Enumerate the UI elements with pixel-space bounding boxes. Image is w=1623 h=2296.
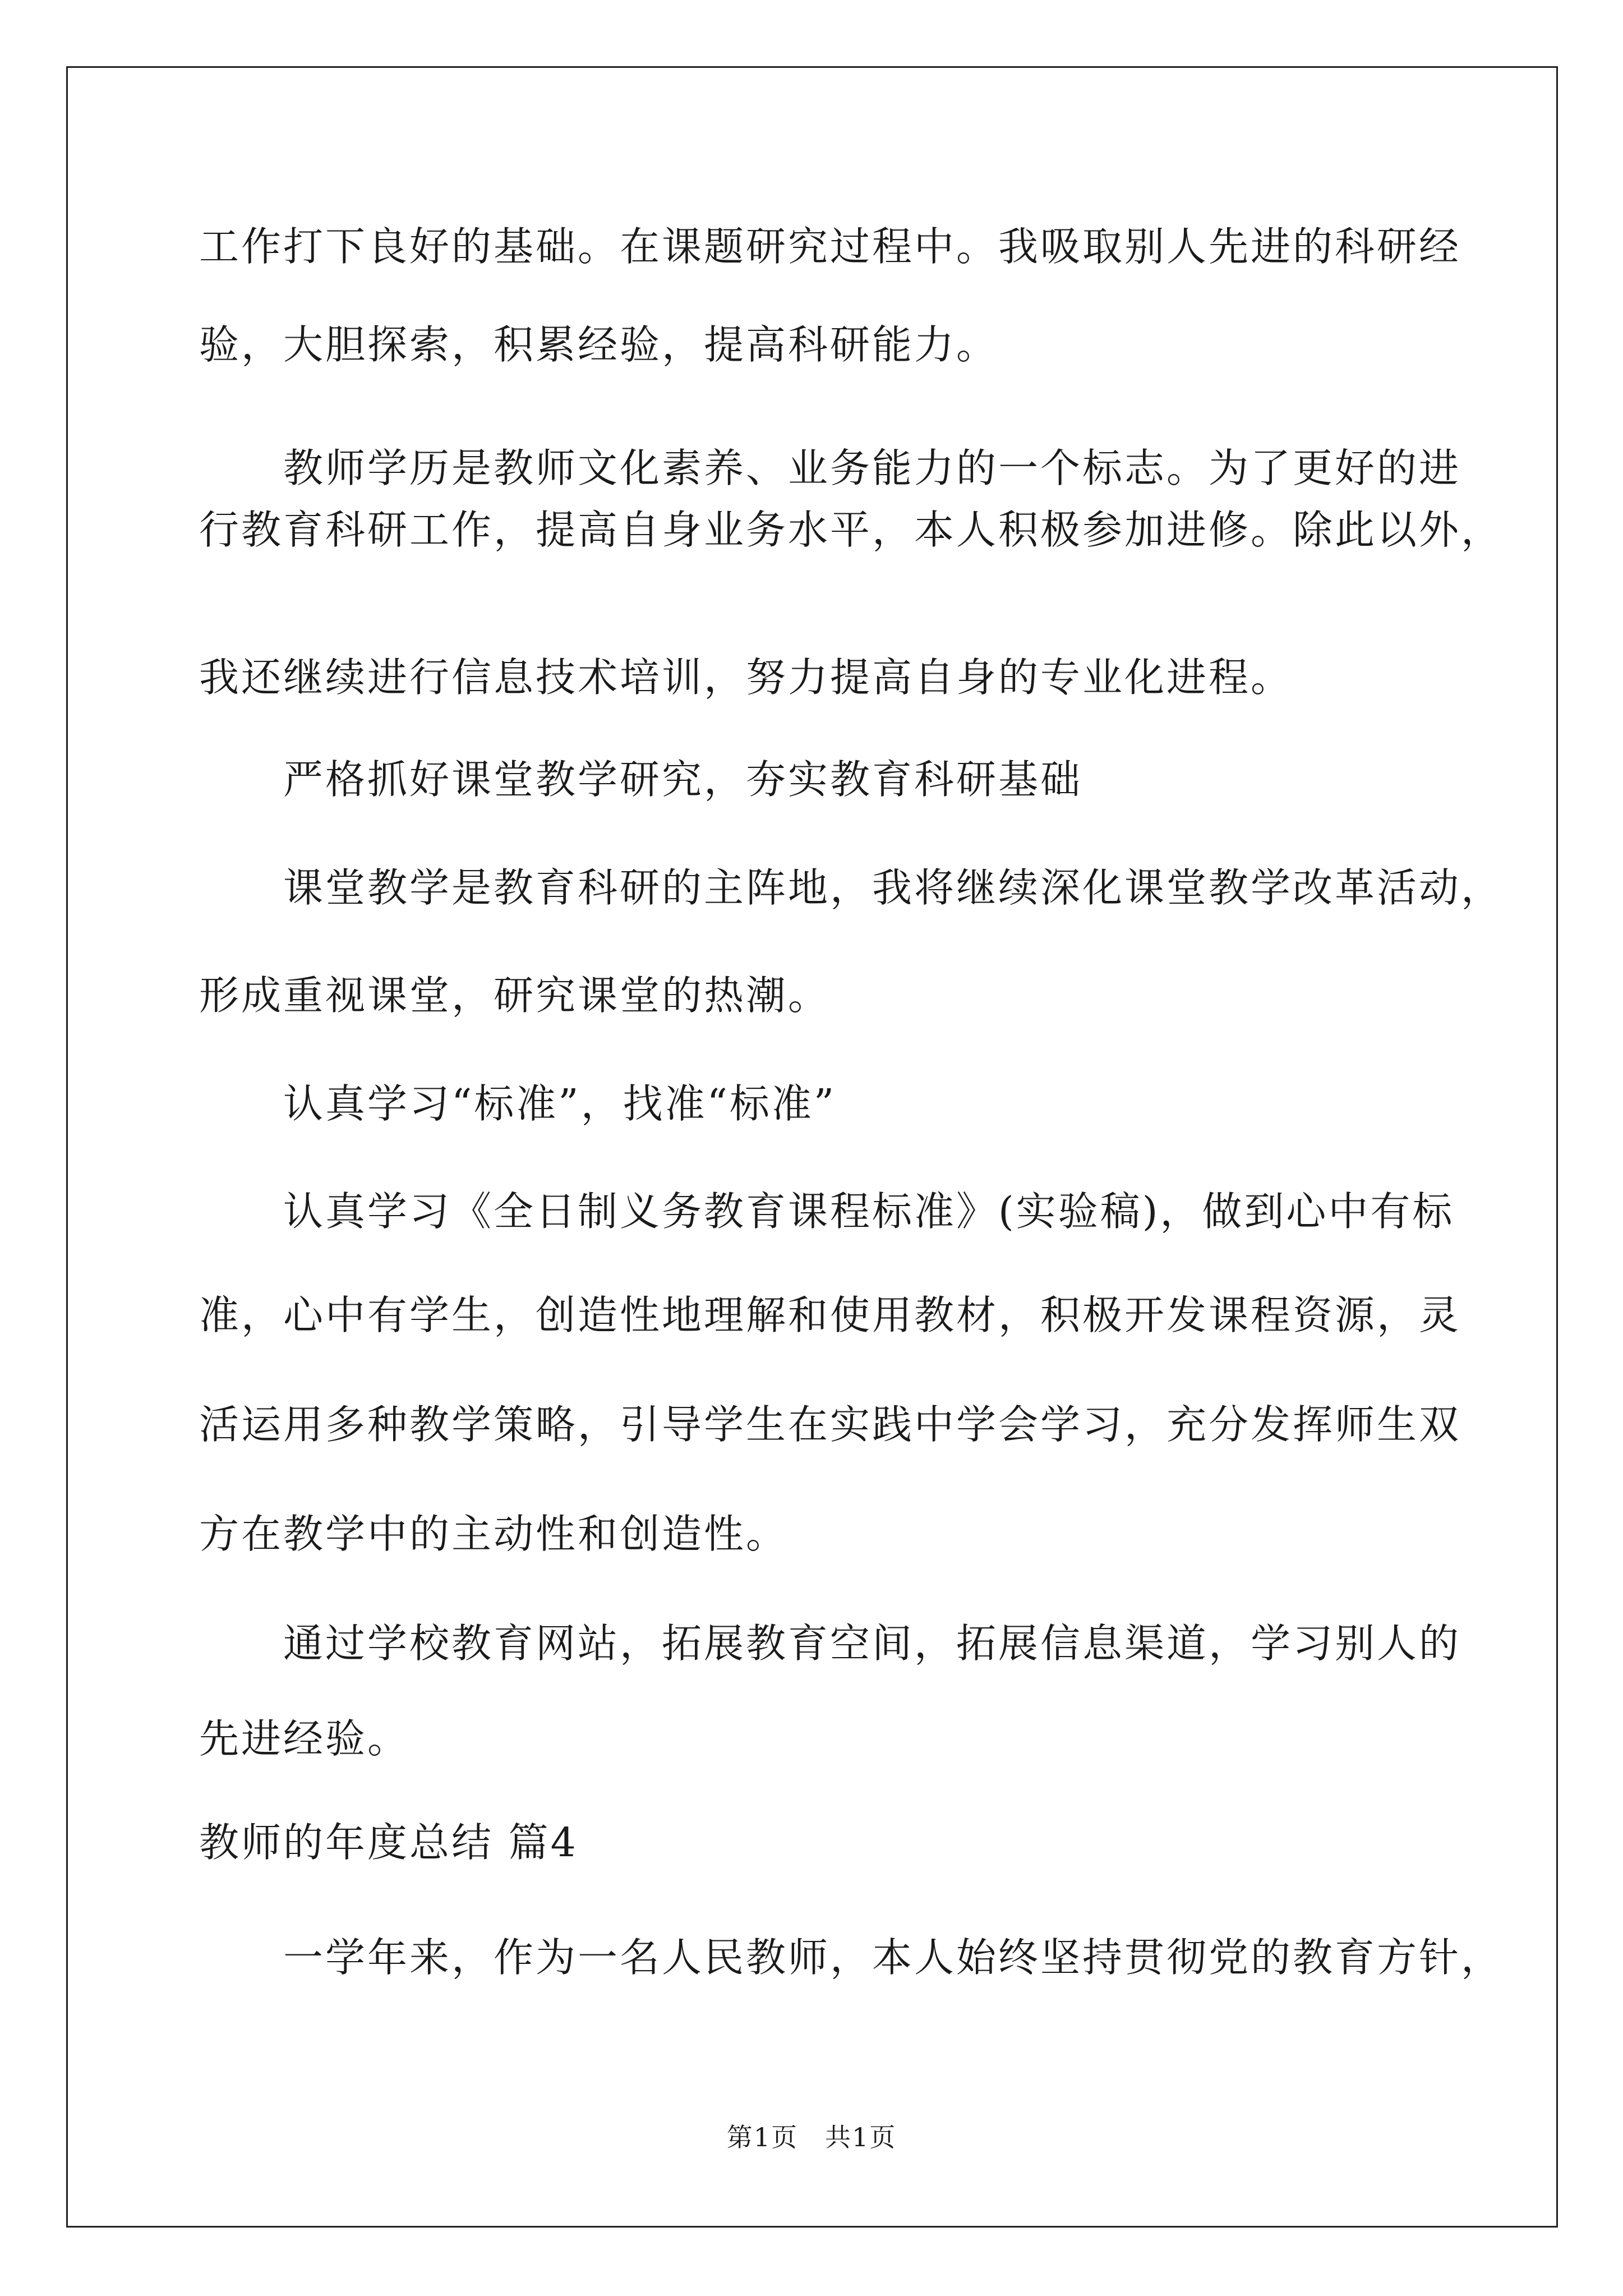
text-line-2: 验，大胆探索，积累经验，提高科研能力。 <box>199 321 999 368</box>
text-line-5: 我还继续进行信息技术培训，努力提高自身的专业化进程。 <box>199 654 1293 701</box>
text-line-1: 工作打下良好的基础。在课题研究过程中。我吸取别人先进的科研经 <box>199 223 1461 270</box>
section-heading-1: 严格抓好课堂教学研究，夯实教育科研基础 <box>283 756 1083 803</box>
text-line-11: 准，心中有学生，创造性地理解和使用教材，积极开发课程资源，灵 <box>199 1292 1461 1338</box>
text-line-10: 认真学习《全日制义务教育课程标准》(实验稿)，做到心中有标 <box>283 1188 1455 1235</box>
text-line-8: 形成重视课堂，研究课堂的热潮。 <box>199 972 831 1019</box>
text-line-7: 课堂教学是教育科研的主阵地，我将继续深化课堂教学改革活动， <box>283 864 1504 911</box>
text-line-12: 活运用多种教学策略，引导学生在实践中学会学习，充分发挥师生双 <box>199 1401 1461 1448</box>
text-line-13: 方在教学中的主动性和创造性。 <box>199 1511 789 1557</box>
section-heading-2: 认真学习“标准”，找准“标准” <box>283 1080 837 1127</box>
text-line-4: 行教育科研工作，提高自身业务水平，本人积极参加进修。除此以外， <box>199 507 1504 553</box>
page-footer: 第1页 共1页 <box>726 2122 897 2152</box>
text-line-3: 教师学历是教师文化素养、业务能力的一个标志。为了更好的进 <box>283 445 1461 491</box>
section-title: 教师的年度总结 篇4 <box>199 1819 578 1866</box>
page-border <box>66 66 1558 2228</box>
text-line-15: 先进经验。 <box>199 1715 410 1762</box>
text-line-17: 一学年来，作为一名人民教师，本人始终坚持贯彻党的教育方针， <box>283 1934 1504 1981</box>
text-line-14: 通过学校教育网站，拓展教育空间，拓展信息渠道，学习别人的 <box>283 1620 1461 1667</box>
